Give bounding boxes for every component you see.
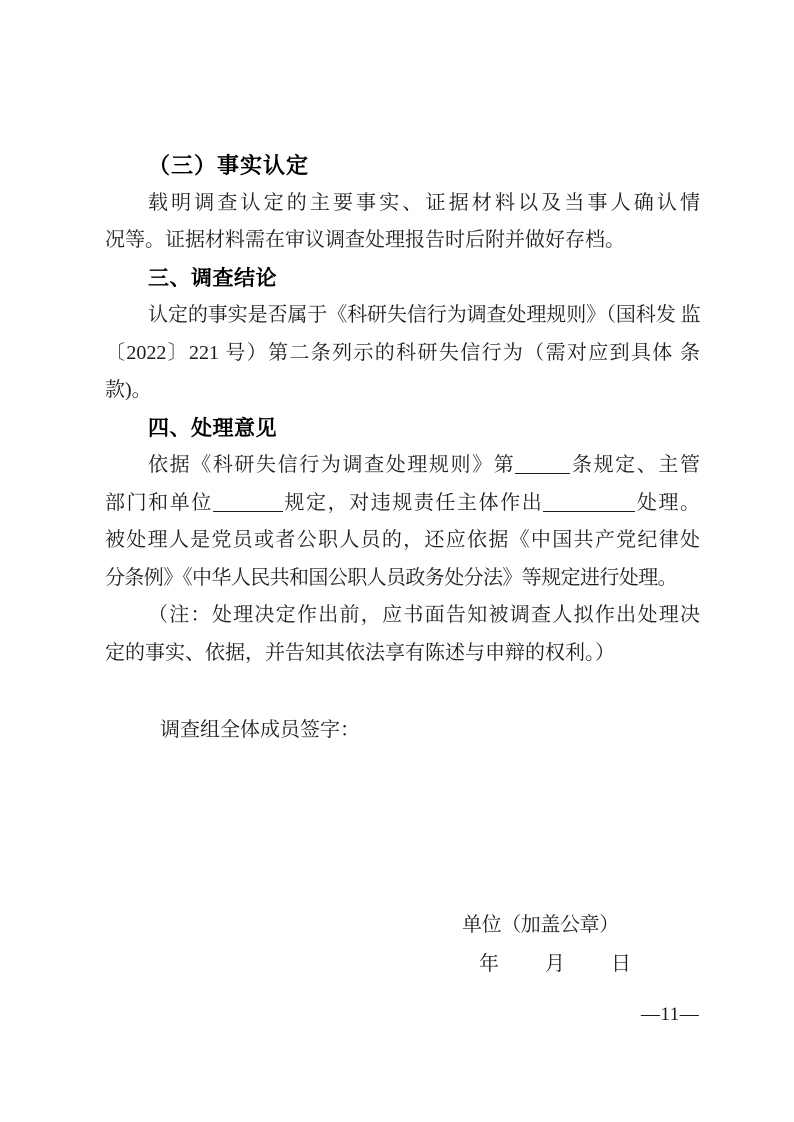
paragraph-facts <box>105 185 700 260</box>
text-run: 部门和单位 <box>105 491 213 514</box>
unit-seal-label: 单位（加盖公章） <box>462 914 619 936</box>
blank-underline-field <box>543 493 635 512</box>
text-line <box>105 597 700 635</box>
section-heading-opinion: 四、处理意见 <box>148 416 277 440</box>
text-run: 款)。 <box>105 379 152 401</box>
signature-line-label: 调查组全体成员签字： <box>160 719 360 741</box>
date-line <box>479 947 631 976</box>
text-run: 认定的事实是否属于《科研失信行为调查处理规则》（国科发 监 <box>148 304 700 326</box>
text-line <box>105 522 700 560</box>
paragraph-conclusion <box>105 297 700 410</box>
date-month-label: 月 <box>545 953 565 975</box>
date-year-label: 年 <box>479 953 499 975</box>
text-run: 处理。 <box>635 491 700 514</box>
text-run: 〔2022〕221 号）第二条列示的科研失信行为（需对应到具体 条 <box>105 341 700 364</box>
blank-underline-field <box>515 455 570 474</box>
text-run: （注：处理决定作出前，应书面告知被调查人拟作出处理决 <box>148 604 700 626</box>
text-line <box>105 185 700 223</box>
text-run: 定的事实、依据，并告知其依法享有陈述与申辩的权利。） <box>105 641 615 664</box>
text-line <box>105 635 700 673</box>
text-run: 况等。证据材料需在审议调查处理报告时后附并做好存档。 <box>105 229 625 251</box>
text-run: 依据《科研失信行为调查处理规则》第 <box>148 454 516 476</box>
text-run: 载明调查认定的主要事实、证据材料以及当事人确认情 <box>148 191 700 214</box>
document-body <box>105 147 700 750</box>
text-run: 分条例》《中华人民共和国公职人员政务处分法》等规定进行处理。 <box>105 566 677 589</box>
page-number: —11— <box>641 1004 700 1025</box>
text-line <box>105 485 700 523</box>
text-run: 条规定、主管 <box>570 454 700 476</box>
text-line <box>105 560 700 598</box>
text-line <box>105 447 700 485</box>
text-line <box>105 222 700 260</box>
text-line <box>105 335 700 373</box>
paragraph-opinion <box>105 447 700 597</box>
section-heading-3-facts: （三）事实认定 <box>148 153 310 178</box>
date-day-label: 日 <box>611 953 631 975</box>
paragraph-note <box>105 597 700 672</box>
text-run: 被处理人是党员或者公职人员的，还应依据《中国共产党纪律处 <box>105 529 700 551</box>
section-heading-conclusion: 三、调查结论 <box>148 266 277 290</box>
vertical-spacer <box>105 672 700 712</box>
blank-underline-field <box>213 493 283 512</box>
text-line <box>105 297 700 335</box>
text-run: 规定，对违规责任主体作出 <box>282 491 544 514</box>
text-line <box>105 372 700 410</box>
